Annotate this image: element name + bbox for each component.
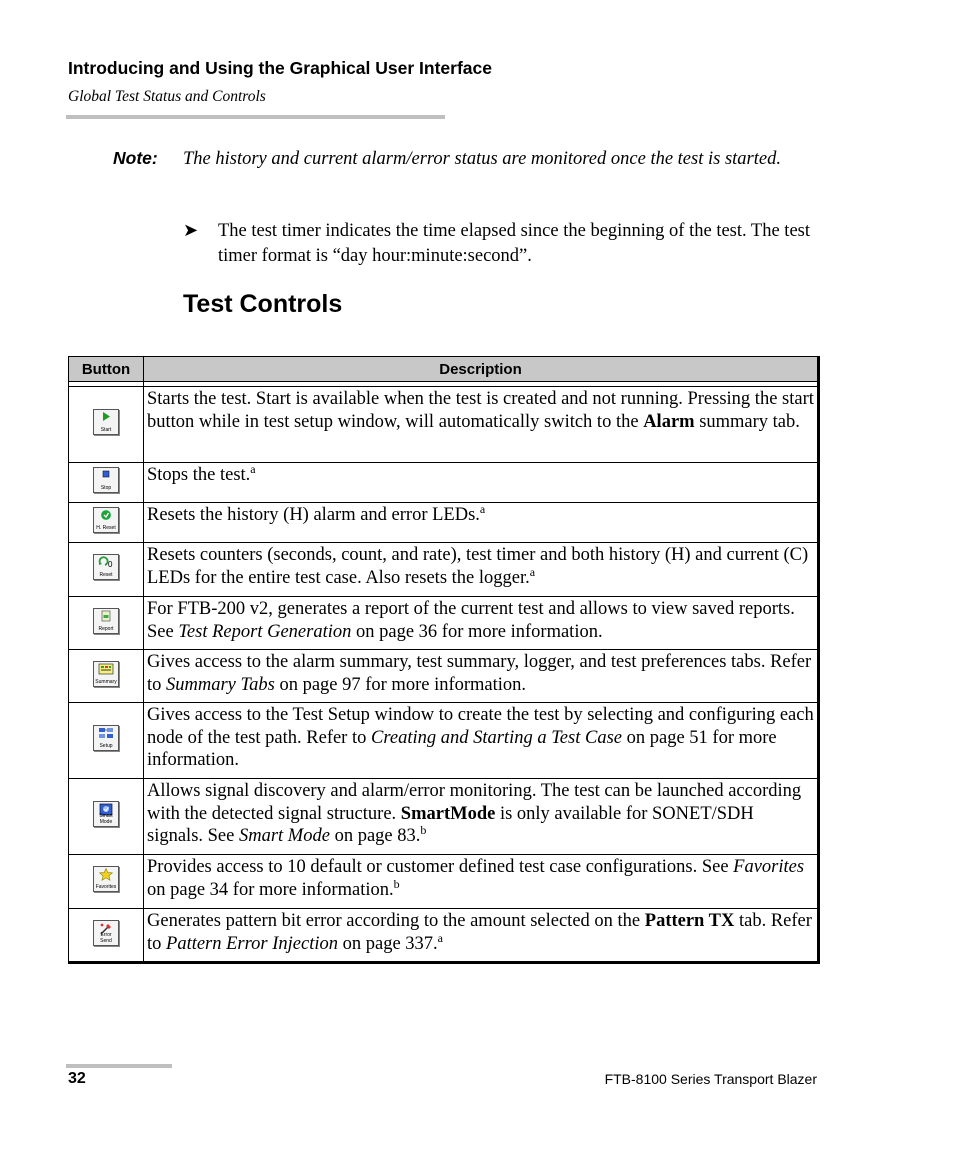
description-text: For FTB-200 v2, generates a report of the current test and allows to view saved reports. See bbox=[147, 599, 795, 642]
reset-counter-button-image bbox=[93, 554, 119, 580]
description-text: Gives access to the alarm summary, test summary, logger, and test preferences tabs. Refer to bbox=[147, 652, 812, 695]
description-cell bbox=[144, 463, 819, 503]
cross-reference: Creating and Starting a Test Case bbox=[371, 727, 622, 748]
description-text: summary tab. bbox=[694, 411, 800, 432]
description-text: on page 51 for more information. bbox=[147, 727, 777, 770]
table-row bbox=[69, 703, 819, 779]
description-cell bbox=[144, 703, 819, 779]
description-cell bbox=[144, 779, 819, 855]
report-button-image bbox=[93, 608, 119, 634]
history-reset-button-image bbox=[93, 507, 119, 533]
description-cell bbox=[144, 909, 819, 963]
table-row bbox=[69, 463, 819, 503]
header-rule bbox=[66, 115, 445, 119]
description-text: Generates pattern bit error according to the amount selected on the bbox=[147, 911, 645, 931]
play-button-image bbox=[93, 409, 119, 435]
button-cell bbox=[69, 503, 144, 543]
table-row bbox=[69, 387, 819, 463]
description-text: on page 36 for more information. bbox=[351, 621, 603, 642]
footer-product-name: FTB-8100 Series Transport Blazer bbox=[604, 1071, 817, 1087]
description-text: is only available for SONET/SDH signals. See bbox=[147, 803, 754, 846]
star-button-image bbox=[93, 866, 119, 892]
bullet-arrow-icon: ➤ bbox=[183, 220, 199, 240]
button-cell bbox=[69, 543, 144, 597]
button-cell bbox=[69, 387, 144, 463]
description-text: on page 97 for more information. bbox=[274, 674, 527, 695]
button-cell bbox=[69, 703, 144, 779]
column-header-description: Description bbox=[144, 357, 819, 382]
button-caption: Error Send bbox=[100, 931, 112, 944]
svg-text:0: 0 bbox=[108, 560, 113, 568]
column-header-button: Button bbox=[69, 357, 144, 382]
note-label: Note: bbox=[113, 148, 158, 168]
button-caption: Report bbox=[98, 625, 114, 632]
footer-rule bbox=[66, 1064, 172, 1068]
summary-button-image bbox=[93, 661, 119, 687]
description-cell bbox=[144, 597, 819, 650]
cross-reference: Test Report Generation bbox=[178, 621, 352, 642]
description-text: on page 34 for more information. bbox=[147, 879, 394, 900]
description-text: Stops the test. bbox=[147, 465, 251, 485]
button-caption: H. Reset bbox=[96, 525, 116, 531]
table-row bbox=[69, 855, 819, 909]
emphasis-term: SmartMode bbox=[400, 803, 496, 824]
button-cell bbox=[69, 650, 144, 703]
button-caption: Reset bbox=[99, 572, 113, 578]
button-caption: Smart Mode bbox=[99, 813, 113, 825]
cross-reference: Smart Mode bbox=[238, 826, 330, 846]
report-icon bbox=[94, 610, 118, 626]
stop-button-image bbox=[93, 467, 119, 493]
setup-icon bbox=[94, 727, 118, 744]
smart-mode-button-image bbox=[93, 801, 119, 827]
button-cell bbox=[69, 779, 144, 855]
footnote-marker: b bbox=[420, 822, 427, 837]
setup-button-image bbox=[93, 725, 119, 751]
emphasis-term: Alarm bbox=[643, 411, 695, 432]
footnote-marker: a bbox=[529, 564, 536, 579]
button-cell bbox=[69, 855, 144, 909]
table-row bbox=[69, 779, 819, 855]
footnote-marker: b bbox=[393, 876, 400, 891]
cross-reference: Favorites bbox=[733, 857, 805, 877]
description-text: Provides access to 10 default or customer defined test case configurations. See bbox=[147, 857, 734, 877]
table-row bbox=[69, 597, 819, 650]
error-inject-button-image bbox=[93, 920, 119, 946]
emphasis-term: Pattern TX bbox=[644, 911, 735, 931]
page-number: 32 bbox=[68, 1070, 86, 1087]
footnote-marker: a bbox=[437, 930, 443, 945]
table-header-row bbox=[69, 357, 819, 382]
button-caption: Summary bbox=[95, 678, 117, 685]
button-cell bbox=[69, 597, 144, 650]
running-header-title: Introducing and Using the Graphical User Interface bbox=[68, 58, 492, 78]
running-header-subtitle: Global Test Status and Controls bbox=[68, 88, 266, 105]
note-text: The history and current alarm/error status are monitored once the test is started. bbox=[183, 149, 781, 169]
description-cell bbox=[144, 387, 819, 463]
table-row bbox=[69, 650, 819, 703]
bullet-text: The test timer indicates the time elapsed since the beginning of the test. The test timer format is “day hour:minute:second”. bbox=[218, 221, 810, 266]
description-text: Resets counters (seconds, count, and rate), test timer and both history (H) and current (C) LEDs for the entire test case. Also resets the logger. bbox=[147, 545, 809, 588]
button-caption: Start bbox=[100, 427, 112, 433]
table-row bbox=[69, 543, 819, 597]
history-reset-icon bbox=[94, 509, 118, 525]
button-caption: Setup bbox=[99, 743, 113, 749]
table-body bbox=[69, 382, 819, 963]
test-controls-table bbox=[68, 356, 820, 964]
star-icon bbox=[94, 868, 118, 885]
section-title: Test Controls bbox=[183, 290, 343, 318]
cross-reference: Summary Tabs bbox=[166, 674, 275, 695]
button-caption: Favorites bbox=[95, 884, 117, 890]
description-cell bbox=[144, 650, 819, 703]
button-cell bbox=[69, 463, 144, 503]
description-text: on page 337. bbox=[337, 933, 438, 954]
summary-icon bbox=[94, 663, 118, 679]
table-row bbox=[69, 503, 819, 543]
description-cell bbox=[144, 503, 819, 543]
stop-icon bbox=[94, 469, 118, 483]
description-text: tab. Refer to bbox=[147, 911, 812, 954]
description-text: Gives access to the Test Setup window to create the test by selecting and configuring each node of the test path. Refer to bbox=[147, 705, 814, 748]
description-cell bbox=[144, 543, 819, 597]
play-icon bbox=[94, 411, 118, 426]
button-cell bbox=[69, 909, 144, 963]
button-caption: Stop bbox=[100, 485, 112, 491]
description-text: Starts the test. Start is available when the test is created and not running. Pressing the start button while in test setup window, will automatically switch to the bbox=[147, 389, 814, 432]
footnote-marker: a bbox=[479, 501, 486, 516]
cross-reference: Pattern Error Injection bbox=[166, 933, 338, 954]
description-text: Resets the history (H) alarm and error LEDs. bbox=[147, 505, 480, 525]
footnote-marker: a bbox=[250, 461, 256, 476]
description-text: on page 83. bbox=[329, 826, 421, 846]
table-row bbox=[69, 909, 819, 963]
description-text: Allows signal discovery and alarm/error monitoring. The test can be launched according with the detected signal structure. bbox=[147, 781, 802, 824]
description-cell bbox=[144, 855, 819, 909]
reset-counter-icon bbox=[94, 556, 118, 572]
